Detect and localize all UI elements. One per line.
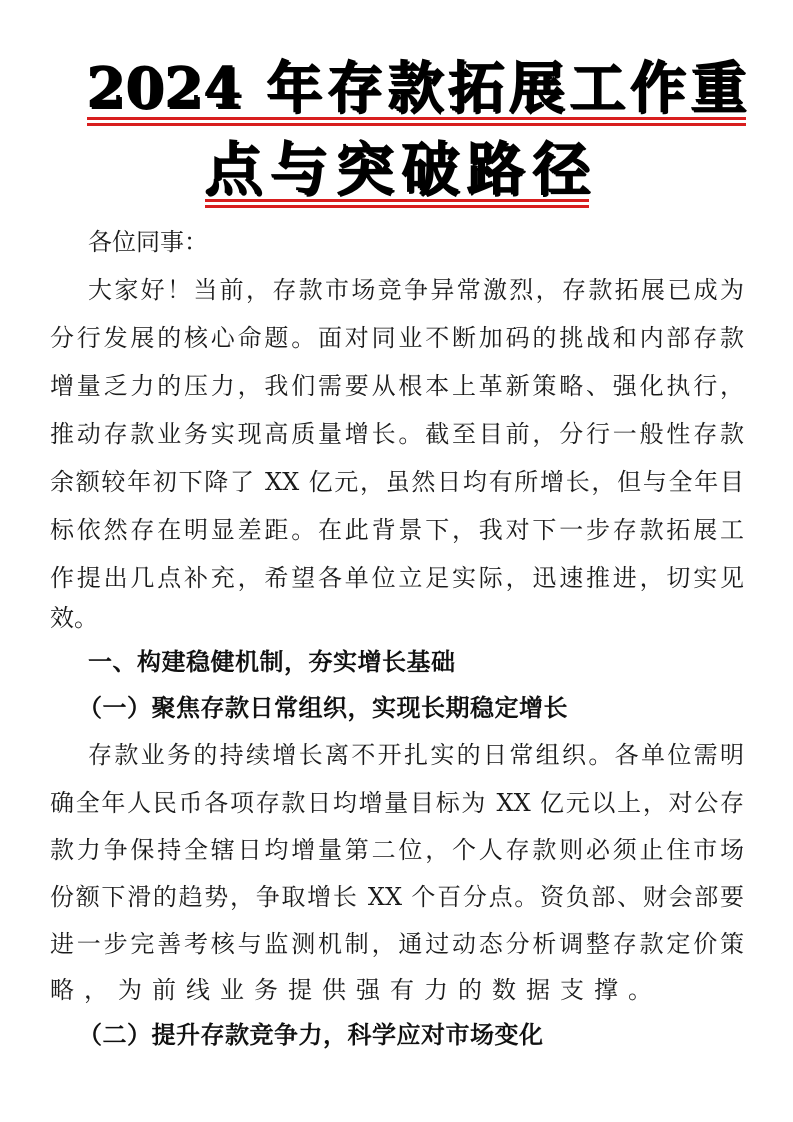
subsection-heading-1-1: （一）聚焦存款日常组织，实现长期稳定增长 xyxy=(78,694,568,722)
paragraph-line: 份额下滑的趋势，争取增长 XX 个百分点。资负部、财会部要 xyxy=(50,883,744,911)
paragraph-line: 余额较年初下降了 XX 亿元，虽然日均有所增长，但与全年目 xyxy=(50,468,744,496)
paragraph-line: 略，为前线业务提供强有力的数据支撑。 xyxy=(50,976,662,1004)
paragraph-line: 大家好！当前，存款市场竞争异常激烈，存款拓展已成为 xyxy=(88,276,744,304)
title-double-underline-1 xyxy=(87,117,746,126)
paragraph-line: 效。 xyxy=(50,604,98,632)
paragraph-line: 款力争保持全辖日均增量第二位，个人存款则必须止住市场 xyxy=(50,836,744,864)
paragraph-line: 增量乏力的压力，我们需要从根本上革新策略、强化执行， xyxy=(50,372,744,400)
salutation: 各位同事： xyxy=(88,228,208,256)
paragraph-line: 存款业务的持续增长离不开扎实的日常组织。各单位需明 xyxy=(88,741,744,769)
paragraph-line: 进一步完善考核与监测机制，通过动态分析调整存款定价策 xyxy=(50,930,744,958)
document-title-line-1: 2024 年存款拓展工作重 xyxy=(86,55,746,121)
paragraph-line: 确全年人民币各项存款日均增量目标为 XX 亿元以上，对公存 xyxy=(50,789,744,817)
paragraph-line: 分行发展的核心命题。面对同业不断加码的挑战和内部存款 xyxy=(50,324,744,352)
subsection-heading-1-2: （二）提升存款竞争力，科学应对市场变化 xyxy=(78,1021,544,1049)
paragraph-line: 作提出几点补充，希望各单位立足实际，迅速推进，切实见 xyxy=(50,564,744,592)
paragraph-line: 推动存款业务实现高质量增长。截至目前，分行一般性存款 xyxy=(50,420,744,448)
title-double-underline-2 xyxy=(205,199,589,208)
document-title-line-2: 点与突破路径 xyxy=(204,135,590,203)
section-heading-1: 一、构建稳健机制，夯实增长基础 xyxy=(88,648,456,676)
paragraph-line: 标依然存在明显差距。在此背景下，我对下一步存款拓展工 xyxy=(50,516,744,544)
